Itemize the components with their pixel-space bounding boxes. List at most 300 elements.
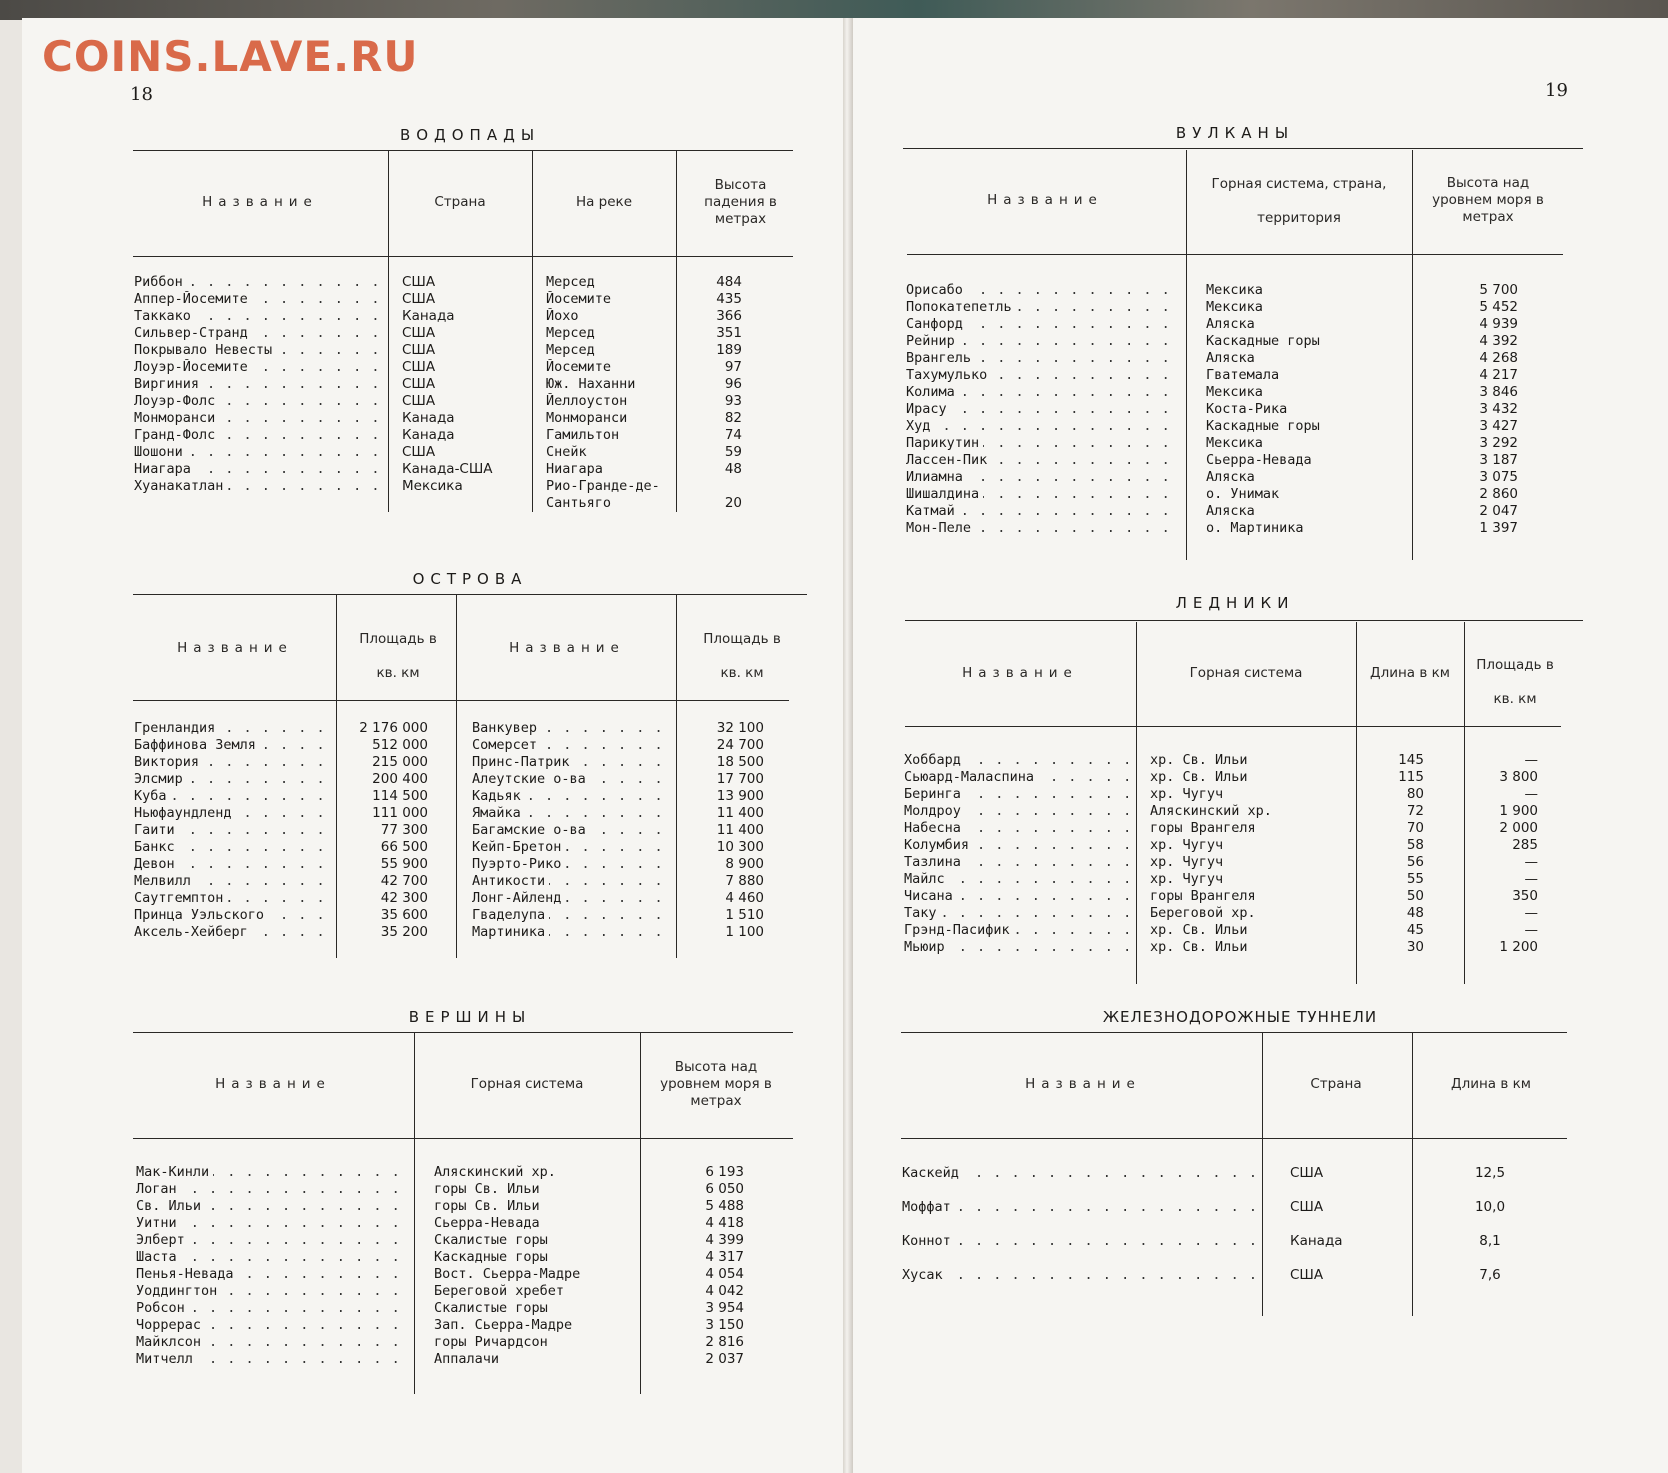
cell: 189 — [716, 342, 742, 358]
cell: — — [1524, 871, 1538, 887]
cell: Лонг-Айленд . . . — [472, 890, 670, 907]
column-divider — [1186, 150, 1187, 560]
header-system-line2: территория — [1257, 210, 1341, 226]
tunnels-title: ЖЕЛЕЗНОДОРОЖНЫЕ ТУННЕЛИ — [1102, 1008, 1378, 1026]
cell: 3 432 — [1479, 401, 1518, 417]
cell: Мартиника . . . — [472, 924, 670, 941]
cell: Скалистые горы — [434, 1300, 548, 1316]
peak-names — [136, 1164, 408, 1368]
rule — [133, 700, 789, 701]
peaks-title: ВЕРШИНЫ — [408, 1008, 532, 1026]
cell: 2 860 — [1479, 486, 1518, 502]
cell: Врангель . . . — [906, 350, 1180, 367]
cell: Виктория . . . — [134, 754, 330, 771]
cell: Рейнир . . . — [906, 333, 1180, 350]
rule — [133, 1032, 793, 1033]
cell: Аляскинский хр. — [434, 1164, 556, 1180]
rule — [905, 620, 1583, 621]
cell: 6 193 — [705, 1164, 744, 1180]
cell: Антикости . . . — [472, 873, 670, 890]
waterfall-heights — [690, 274, 742, 512]
column-divider — [532, 150, 533, 512]
cell: 4 042 — [705, 1283, 744, 1299]
column-divider — [456, 594, 457, 958]
cell: Элберт . . . — [136, 1232, 408, 1249]
cell: США — [402, 359, 436, 375]
cell: 484 — [716, 274, 742, 290]
header-name: Название — [987, 192, 1103, 208]
glacier-systems — [1150, 752, 1350, 956]
right-page-number: 19 — [1545, 80, 1568, 101]
cell: Мексика — [1206, 299, 1263, 315]
cell: о. Мартиника — [1206, 520, 1304, 536]
cell: Шошони . . . — [134, 444, 382, 461]
header-name: Название — [962, 665, 1078, 681]
cell: 111 000 — [372, 805, 428, 821]
header-system: Горная система — [470, 1076, 584, 1092]
cell: — — [1524, 786, 1538, 802]
cell: 7 880 — [725, 873, 764, 889]
cell: Набесна . . . — [904, 820, 1130, 837]
waterfall-countries — [402, 274, 530, 495]
cell: 82 — [724, 410, 742, 426]
cell: США — [402, 325, 436, 341]
cell: 1 100 — [725, 924, 764, 940]
cell: Тазлина . . . — [904, 854, 1130, 871]
cell: Майклсон . . . — [136, 1334, 408, 1351]
cell: Мак-Кинли . . . — [136, 1164, 408, 1181]
cell: Робсон . . . — [136, 1300, 408, 1317]
cell: 1 900 — [1499, 803, 1538, 819]
cell: Покрывало Невесты . . . — [134, 342, 382, 359]
cell: 5 488 — [705, 1198, 744, 1214]
cell: Катмай . . . — [906, 503, 1180, 520]
cell: — — [1524, 854, 1538, 870]
cell: 4 217 — [1479, 367, 1518, 383]
cell: 350 — [1512, 888, 1538, 904]
cell: Монморанси . . . — [134, 410, 382, 427]
cell: Логан . . . — [136, 1181, 408, 1198]
header-name: Название — [215, 1076, 331, 1092]
cell: 145 — [1398, 752, 1424, 768]
cell: 24 700 — [716, 737, 764, 753]
cell: Рио-Гранде-де- — [546, 478, 660, 494]
header-length: Длина в км — [1370, 665, 1450, 681]
cell: США — [402, 342, 436, 358]
volcano-systems — [1206, 282, 1406, 537]
column-divider — [1412, 1032, 1413, 1316]
cell: Таккако . . . — [134, 308, 382, 325]
cell: 4 418 — [705, 1215, 744, 1231]
cell: о. Унимак — [1206, 486, 1280, 502]
cell: хр. Св. Ильи — [1150, 922, 1248, 938]
peak-systems — [434, 1164, 634, 1368]
book-edge — [0, 0, 1668, 20]
cell: 115 — [1398, 769, 1424, 785]
cell: Зап. Сьерра-Мадре — [434, 1317, 573, 1333]
cell: 8 900 — [725, 856, 764, 872]
cell: Канада-США — [402, 461, 493, 477]
cell: 512 000 — [372, 737, 428, 753]
header-river: На реке — [575, 194, 633, 210]
cell: Мерсед — [546, 342, 595, 358]
column-divider — [1262, 1032, 1263, 1316]
rule — [903, 148, 1583, 149]
cell: Баффинова Земля . . . — [134, 737, 330, 754]
cell: Уоддингтон . . . — [136, 1283, 408, 1300]
cell: Йосемите — [546, 291, 612, 307]
cell: Грэнд-Пасифик . . . — [904, 922, 1130, 939]
volcano-heights — [1460, 282, 1518, 537]
column-divider — [388, 150, 389, 512]
cell: 3 187 — [1479, 452, 1518, 468]
cell: Гватемала — [1206, 367, 1280, 383]
cell: 58 — [1406, 837, 1424, 853]
cell: 50 — [1406, 888, 1424, 904]
column-divider — [676, 594, 677, 958]
cell: 20 — [724, 495, 742, 511]
cell: Орисабо . . . — [906, 282, 1180, 299]
cell: горы Св. Ильи — [434, 1198, 540, 1214]
cell: Аляска — [1206, 350, 1255, 366]
island-areas-1 — [340, 720, 428, 941]
cell: хр. Св. Ильи — [1150, 769, 1248, 785]
cell: Сантьяго — [546, 495, 612, 511]
cell: Каскадные горы — [1206, 418, 1320, 434]
cell: 56 — [1406, 854, 1424, 870]
cell: Каскадные горы — [1206, 333, 1320, 349]
cell: Вост. Сьерра-Мадре — [434, 1266, 581, 1282]
cell: Майлс . . . — [904, 871, 1130, 888]
cell: США — [1290, 1165, 1324, 1181]
cell: Аляска — [1206, 469, 1255, 485]
cell: 13 900 — [716, 788, 764, 804]
cell: Ванкувер . . . — [472, 720, 670, 737]
cell: Куба . . . — [134, 788, 330, 805]
cell: 10,0 — [1474, 1199, 1506, 1215]
cell: хр. Св. Ильи — [1150, 752, 1248, 768]
cell: 93 — [724, 393, 742, 409]
cell: Саутгемптон . . . — [134, 890, 330, 907]
header-length: Длина в км — [1451, 1076, 1531, 1092]
cell: Моффат . . . — [902, 1190, 1256, 1224]
cell: 11 400 — [716, 805, 764, 821]
cell: Снейк — [546, 444, 587, 460]
cell: Колумбия . . . — [904, 837, 1130, 854]
column-divider — [640, 1032, 641, 1394]
cell: 3 846 — [1479, 384, 1518, 400]
cell: 12,5 — [1474, 1165, 1506, 1181]
rule — [901, 1032, 1567, 1033]
cell: горы Врангеля — [1150, 888, 1256, 904]
cell: Хуанакатлан . . . — [134, 478, 382, 495]
rule — [133, 150, 793, 151]
cell: Аляскинский хр. — [1150, 803, 1272, 819]
rule — [905, 726, 1561, 727]
cell: — — [1524, 905, 1538, 921]
tunnel-lengths — [1440, 1156, 1540, 1292]
cell: Принца Уэльского . . . — [134, 907, 330, 924]
rule — [133, 594, 807, 595]
cell: Мексика — [1206, 384, 1263, 400]
cell: Шишалдина . . . — [906, 486, 1180, 503]
cell: 42 700 — [380, 873, 428, 889]
cell: 48 — [1406, 905, 1424, 921]
header-name-2: Название — [509, 640, 625, 656]
cell: Йеллоустон — [546, 393, 628, 409]
cell: 3 800 — [1499, 769, 1538, 785]
island-names-1 — [134, 720, 330, 941]
cell: 1 510 — [725, 907, 764, 923]
cell: 4 268 — [1479, 350, 1518, 366]
cell: Гаити . . . — [134, 822, 330, 839]
cell: Попокатепетль . . . — [906, 299, 1180, 316]
glaciers-title: ЛЕДНИКИ — [1175, 594, 1295, 612]
cell: 72 — [1406, 803, 1424, 819]
cell: Канада — [402, 427, 455, 443]
glacier-names — [904, 752, 1130, 956]
cell: 3 150 — [705, 1317, 744, 1333]
cell: Коннот . . . — [902, 1224, 1256, 1258]
cell: Санфорд . . . — [906, 316, 1180, 333]
cell: Митчелл . . . — [136, 1351, 408, 1368]
column-divider — [1464, 622, 1465, 984]
header-name: Название — [177, 640, 293, 656]
cell: Мерсед — [546, 325, 595, 341]
cell: Кейп-Бретон . . . — [472, 839, 670, 856]
cell: Скалистые горы — [434, 1232, 548, 1248]
cell: 351 — [716, 325, 742, 341]
cell: Тахумулько . . . — [906, 367, 1180, 384]
left-page-number: 18 — [130, 84, 153, 105]
cell: горы Ричардсон — [434, 1334, 548, 1350]
cell: 4 392 — [1479, 333, 1518, 349]
column-divider — [1356, 622, 1357, 984]
cell: Ниагара . . . — [134, 461, 382, 478]
waterfalls-title: ВОДОПАДЫ — [399, 126, 541, 144]
cell: Шаста . . . — [136, 1249, 408, 1266]
cell: Монморанси — [546, 410, 628, 426]
cell: 366 — [716, 308, 742, 324]
cell: Кадьяк . . . — [472, 788, 670, 805]
cell: 59 — [724, 444, 742, 460]
cell: 30 — [1406, 939, 1424, 955]
cell: 17 700 — [716, 771, 764, 787]
cell: 3 292 — [1479, 435, 1518, 451]
header-country: Страна — [434, 194, 486, 210]
cell: 4 399 — [705, 1232, 744, 1248]
cell: 70 — [1406, 820, 1424, 836]
cell: 114 500 — [372, 788, 428, 804]
cell: — — [1524, 922, 1538, 938]
cell: США — [1290, 1267, 1324, 1283]
header-height: Высота над уровнем моря в метрах — [660, 1059, 772, 1109]
cell: Аппер-Йосемите . . . — [134, 291, 382, 308]
cell: 435 — [716, 291, 742, 307]
cell: Чоррерас . . . — [136, 1317, 408, 1334]
cell: 55 — [1406, 871, 1424, 887]
cell: Гамильтон — [546, 427, 620, 443]
cell: Худ . . . — [906, 418, 1180, 435]
book-spine — [843, 18, 853, 1473]
glacier-lengths — [1380, 752, 1424, 956]
cell: 4 460 — [725, 890, 764, 906]
header-name: Название — [202, 194, 318, 210]
cell: 1 200 — [1499, 939, 1538, 955]
cell: США — [402, 444, 436, 460]
cell: Гваделупа . . . — [472, 907, 670, 924]
cell: США — [402, 291, 436, 307]
cell: Пенья-Невада . . . — [136, 1266, 408, 1283]
cell: 4 054 — [705, 1266, 744, 1282]
cell: Мелвилл . . . — [134, 873, 330, 890]
cell: Мьюир . . . — [904, 939, 1130, 956]
header-area: Площадь в кв. км — [359, 631, 437, 681]
cell: Ниагара — [546, 461, 603, 477]
cell: Колима . . . — [906, 384, 1180, 401]
cell: Молдроу . . . — [904, 803, 1130, 820]
cell: 4 939 — [1479, 316, 1518, 332]
cell: 7,6 — [1479, 1267, 1501, 1283]
cell: Св. Ильи . . . — [136, 1198, 408, 1215]
cell: Беринга . . . — [904, 786, 1130, 803]
cell: Аппалачи — [434, 1351, 500, 1367]
cell: горы Врангеля — [1150, 820, 1256, 836]
cell: США — [402, 393, 436, 409]
cell: Коста-Рика — [1206, 401, 1288, 417]
cell: 80 — [1406, 786, 1424, 802]
header-country: Страна — [1310, 1076, 1362, 1092]
cell: Лоуэр-Йосемите . . . — [134, 359, 382, 376]
cell: Мексика — [1206, 435, 1263, 451]
cell: хр. Чугуч — [1150, 786, 1224, 802]
cell: 11 400 — [716, 822, 764, 838]
cell: Илиамна . . . — [906, 469, 1180, 486]
cell: Канада — [1290, 1233, 1343, 1249]
cell: Юж. Наханни — [546, 376, 636, 392]
cell: Ямайка . . . — [472, 805, 670, 822]
cell: Лоуэр-Фолс . . . — [134, 393, 382, 410]
cell: Канада — [402, 308, 455, 324]
cell: США — [1290, 1199, 1324, 1215]
cell: Сьюард-Маласпина . . . — [904, 769, 1130, 786]
cell: Мексика — [1206, 282, 1263, 298]
cell: 285 — [1512, 837, 1538, 853]
volcano-names — [906, 282, 1180, 537]
cell: Йосемите — [546, 359, 612, 375]
cell: Таку . . . — [904, 905, 1130, 922]
cell: 6 050 — [705, 1181, 744, 1197]
cell: 96 — [724, 376, 742, 392]
peak-heights — [680, 1164, 744, 1368]
cell: Уитни . . . — [136, 1215, 408, 1232]
tunnel-countries — [1290, 1156, 1400, 1292]
island-names-2 — [472, 720, 670, 941]
cell: Береговой хребет — [434, 1283, 565, 1299]
cell: 8,1 — [1479, 1233, 1501, 1249]
cell: Сьерра-Невада — [434, 1215, 540, 1231]
cell: 55 900 — [380, 856, 428, 872]
cell: 1 397 — [1479, 520, 1518, 536]
cell: 2 037 — [705, 1351, 744, 1367]
volcanoes-title: ВУЛКАНЫ — [1175, 124, 1295, 142]
cell: 3 075 — [1479, 469, 1518, 485]
cell: хр. Чугуч — [1150, 854, 1224, 870]
cell: Гренландия . . . — [134, 720, 330, 737]
cell: 18 500 — [716, 754, 764, 770]
cell: Йохо — [546, 308, 579, 324]
cell: Риббон . . . — [134, 274, 382, 291]
column-divider — [676, 150, 677, 512]
header-height: Высота над уровнем моря в метрах — [1432, 175, 1544, 225]
column-divider — [336, 594, 337, 958]
rule — [901, 1138, 1567, 1139]
cell: Принс-Патрик . . . — [472, 754, 670, 771]
cell: Парикутин . . . — [906, 435, 1180, 452]
cell: Каскейд . . . — [902, 1156, 1256, 1190]
cell: Мексика — [402, 478, 463, 494]
cell: Сомерсет . . . — [472, 737, 670, 754]
cell: Сильвер-Странд . . . — [134, 325, 382, 342]
cell: 2 176 000 — [359, 720, 428, 736]
cell: Чисана . . . — [904, 888, 1130, 905]
header-height: Высота падения в метрах — [704, 177, 777, 227]
cell: 35 200 — [380, 924, 428, 940]
column-divider — [1412, 150, 1413, 560]
header-system-line1: Горная система, страна, — [1211, 176, 1387, 192]
cell: 4 317 — [705, 1249, 744, 1265]
tunnel-names — [902, 1156, 1256, 1292]
cell: 200 400 — [372, 771, 428, 787]
waterfall-names — [134, 274, 382, 495]
cell: 10 300 — [716, 839, 764, 855]
cell: 215 000 — [372, 754, 428, 770]
cell: Хусак . . . — [902, 1258, 1256, 1292]
cell: горы Св. Ильи — [434, 1181, 540, 1197]
rule — [133, 1138, 793, 1139]
cell: Девон . . . — [134, 856, 330, 873]
islands-title: ОСТРОВА — [412, 570, 528, 588]
cell: Ирасу . . . — [906, 401, 1180, 418]
rule — [133, 256, 793, 257]
cell: Канада — [402, 410, 455, 426]
glacier-areas — [1470, 752, 1538, 956]
header-name: Название — [1025, 1076, 1141, 1092]
header-area-2: Площадь в кв. км — [703, 631, 781, 681]
cell: 35 600 — [380, 907, 428, 923]
cell: Пуэрто-Рико . . . — [472, 856, 670, 873]
cell: Банкс . . . — [134, 839, 330, 856]
column-divider — [1136, 622, 1137, 984]
cell: Виргиния . . . — [134, 376, 382, 393]
island-areas-2 — [680, 720, 764, 941]
cell: — — [1524, 752, 1538, 768]
cell — [690, 478, 742, 495]
cell: Ньюфаундленд . . . — [134, 805, 330, 822]
cell: Багамские о-ва . . . — [472, 822, 670, 839]
cell: США — [402, 376, 436, 392]
cell: Алеутские о-ва . . . — [472, 771, 670, 788]
cell: хр. Чугуч — [1150, 837, 1224, 853]
cell: 42 300 — [380, 890, 428, 906]
cell: Аляска — [1206, 316, 1255, 332]
cell: 74 — [724, 427, 742, 443]
cell: 66 500 — [380, 839, 428, 855]
cell: Каскадные горы — [434, 1249, 548, 1265]
cell: Аксель-Хейберг . . . — [134, 924, 330, 941]
cell: 32 100 — [716, 720, 764, 736]
cell: 5 452 — [1479, 299, 1518, 315]
